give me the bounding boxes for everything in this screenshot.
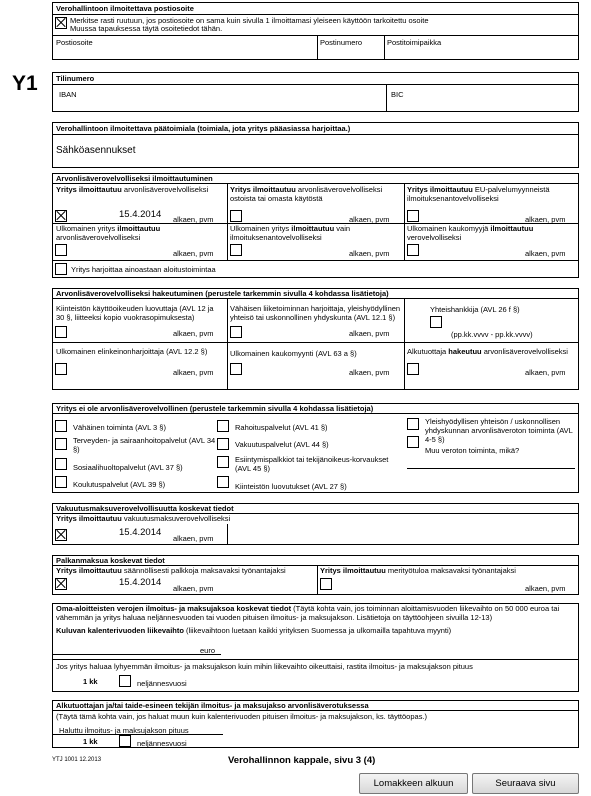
nonprofit-checkbox[interactable] [407, 418, 419, 430]
vat-purchases-checkbox[interactable] [230, 210, 242, 222]
section-not-vat-liable: Yritys ei ole arvonlisäverovelvollinen (perustele tarkemmin sivulla 4 kohdassa lisätietoja) Vähäinen toiminta (AVL 3 §) Terveyden- ja sairaanhoitopalvelut (AVL 34 §) Sosiaalihuoltopalvelut (AVL 37 §) Koulutuspalvelut (AVL 39 §) Rahoituspalvelut (AVL 41 §) Vakuutuspalvelut (AVL 44 §) Esiintymispalkkiot tai tekijänoikeus-korvaukset (AVL 45 §) Kiinteistön luovutukset (AVL 27 §) Yleishyödyllisen yhteisön / uskonnollisen yhdyskunnan arvonlisäveroton toiminta (AVL 4-5 §) Muu veroton toiminta, mikä? [52, 403, 579, 493]
property-transfer-checkbox[interactable] [217, 476, 229, 488]
performance-fees-checkbox[interactable] [217, 456, 229, 468]
period-1month-checkbox[interactable] [119, 675, 131, 687]
insurance-tax-date[interactable]: 15.4.2014 [119, 527, 162, 538]
foreign-vat-checkbox[interactable] [55, 244, 67, 256]
iban-field[interactable] [55, 99, 383, 110]
page-footer-title: Verohallinnon kappale, sivu 3 (4) [228, 755, 376, 766]
minor-activity-checkbox[interactable] [55, 420, 67, 432]
seafarer-employer-checkbox[interactable] [320, 578, 332, 590]
vat-register-checkbox[interactable] [55, 210, 67, 222]
other-exempt-checkbox[interactable] [407, 436, 419, 448]
minor-business-checkbox[interactable] [230, 326, 242, 338]
section-account: Tilinumero IBAN BIC [52, 72, 579, 112]
industry-field[interactable]: Sähköasennukset [56, 145, 136, 156]
section-reporting-period: Oma-aloitteisten verojen ilmoitus- ja maksujaksoa koskevat tiedot (Täytä kohta vain, jos toiminnan aloittamisvuoden liikevaihto on 50 000 euroa tai vähemmän ja yritys haluaa neljännesvuoden tai vuoden pituisen ilmoitus- ja maksujakson. Lisätietoja on täyttöohjeen sivuilla 12-13) Kuluvan kalenterivuoden liikevaihto (liikevaihtoon luetaan kaikki yrityksen Suomessa ja ulkomailla tapahtuva myynti) euro Jos yritys haluaa lyhyemmän ilmoitus- ja maksujakson kuin mihin liikevaihto oikeuttaisi, rastita ilmoitus- ja maksujakson pituus 1 kk neljännesvuosi [52, 603, 579, 692]
section-producer-period: Alkutuottajan ja/tai taide-esineen tekijän ilmoitus- ja maksujakso arvonlisäverotuksessa (Täytä tämä kohta vain, jos haluat muun kuin kalenterivuoden pituisen ilmoitus- ja maksujakson, ks. täyttöopas.) Haluttu ilmoitus- ja maksujakson pituus 1 kk neljännesvuosi [52, 700, 579, 748]
same-address-checkbox[interactable] [55, 17, 67, 29]
insurance-services-checkbox[interactable] [217, 438, 229, 450]
section-postal-address: Verohallintoon ilmoitettava postiosoite Merkitse rasti ruutuun, jos postiosoite on sama kuin sivulla 1 ilmoittamasi yleiseen käyttöön tarkoitettu osoite Muussa tapauksessa täytä osoitetiedot tähän. Postiosoite Postinumero Postitoimipaikka [52, 2, 579, 60]
property-lessor-checkbox[interactable] [55, 326, 67, 338]
social-services-checkbox[interactable] [55, 458, 67, 470]
section-title: Verohallintoon ilmoitettava postiosoite [56, 4, 194, 13]
other-exempt-field[interactable] [407, 468, 575, 469]
startup-only-checkbox[interactable] [55, 263, 67, 275]
section-vat-registration: Arvonlisäverovelvolliseksi ilmoittautuminen Yritys ilmoittautuu arvonlisäverovelvolliseksi Yritys ilmoittautuu arvonlisäverovelvolliseksi ostoista tai omasta käytöstä Yritys ilmoittautuu EU-palvelumyynneistä ilmoituksenantovelvolliseksi 15.4.2014 alkaen, pvm alkaen, pvm alkaen, pvm Ulkomainen yritys ilmoittautuu arvonlisäverovelvolliseksi Ulkomainen yritys ilmoittautuu vain ilmoituksenantovelvolliseksi Ulkomainen kaukomyyjä ilmoittautuu verovelvolliseksi alkaen, pvm alkaen, pvm alkaen, pvm Yritys harjoittaa ainoastaan aloitustoimintaa [52, 173, 579, 278]
primary-producer-checkbox[interactable] [407, 363, 419, 375]
next-page-button[interactable]: Seuraava sivu [472, 773, 579, 794]
distance-seller-checkbox[interactable] [407, 244, 419, 256]
form-code: YTJ 1001 12.2013 [52, 757, 102, 763]
producer-period-checkbox[interactable] [119, 735, 131, 747]
regular-employer-checkbox[interactable] [55, 578, 67, 590]
city-field[interactable] [386, 47, 576, 58]
page-marker: Y1 [12, 72, 38, 95]
foreign-distance-checkbox[interactable] [230, 363, 242, 375]
foreign-trader-checkbox[interactable] [55, 363, 67, 375]
zip-code-field[interactable] [319, 47, 383, 58]
education-services-checkbox[interactable] [55, 476, 67, 488]
postal-address-field[interactable] [54, 47, 316, 58]
foreign-reporting-checkbox[interactable] [230, 244, 242, 256]
form-start-button[interactable]: Lomakkeen alkuun [359, 773, 468, 794]
employer-date[interactable]: 15.4.2014 [119, 577, 162, 588]
section-insurance-tax: Vakuutusmaksuverovelvollisuutta koskevat tiedot Yritys ilmoittautuu vakuutusmaksuverovelvolliseksi 15.4.2014 alkaen, pvm [52, 503, 579, 545]
bic-field[interactable] [389, 99, 575, 110]
insurance-tax-checkbox[interactable] [55, 529, 67, 541]
section-vat-application: Arvonlisäverovelvolliseksi hakeutuminen (perustele tarkemmin sivulla 4 kohdassa lisätietoja) Kiinteistön käyttöoikeuden luovuttaja (AVL 12 ja 30 §, liitteeksi kopio vuokrasopimuksesta) Vähäisen liiketoiminnan harjoittaja, yleishyödyllinen yhteisö tai uskonnollinen yhdyskunta (AVL 12.1 §) Yhteishankkija (AVL 26 f §) alkaen, pvm alkaen, pvm (pp.kk.vvvv - pp.kk.vvvv) Ulkomainen elinkeinonharjoittaja (AVL 12.2 §) Ulkomainen kaukomyynti (AVL 63 a §) Alkutuottaja hakeutuu arvonlisäverovelvolliseksi alkaen, pvm alkaen, pvm alkaen, pvm [52, 288, 579, 390]
section-main-industry: Verohallintoon ilmoitettava päätoimiala (toimiala, jota yritys pääasiassa harjoittaa.) Sähköasennukset [52, 122, 579, 168]
turnover-field[interactable] [53, 654, 221, 655]
finance-services-checkbox[interactable] [217, 420, 229, 432]
joint-purchaser-checkbox[interactable] [430, 316, 442, 328]
eu-services-checkbox[interactable] [407, 210, 419, 222]
vat-register-date[interactable]: 15.4.2014 [119, 209, 162, 220]
health-services-checkbox[interactable] [55, 438, 67, 450]
section-payroll: Palkanmaksua koskevat tiedot Yritys ilmoittautuu säännöllisesti palkkoja maksavaksi työnantajaksi Yritys ilmoittautuu merityötuloa maksavaksi työnantajaksi 15.4.2014 alkaen, pvm alkaen, pvm [52, 555, 579, 595]
